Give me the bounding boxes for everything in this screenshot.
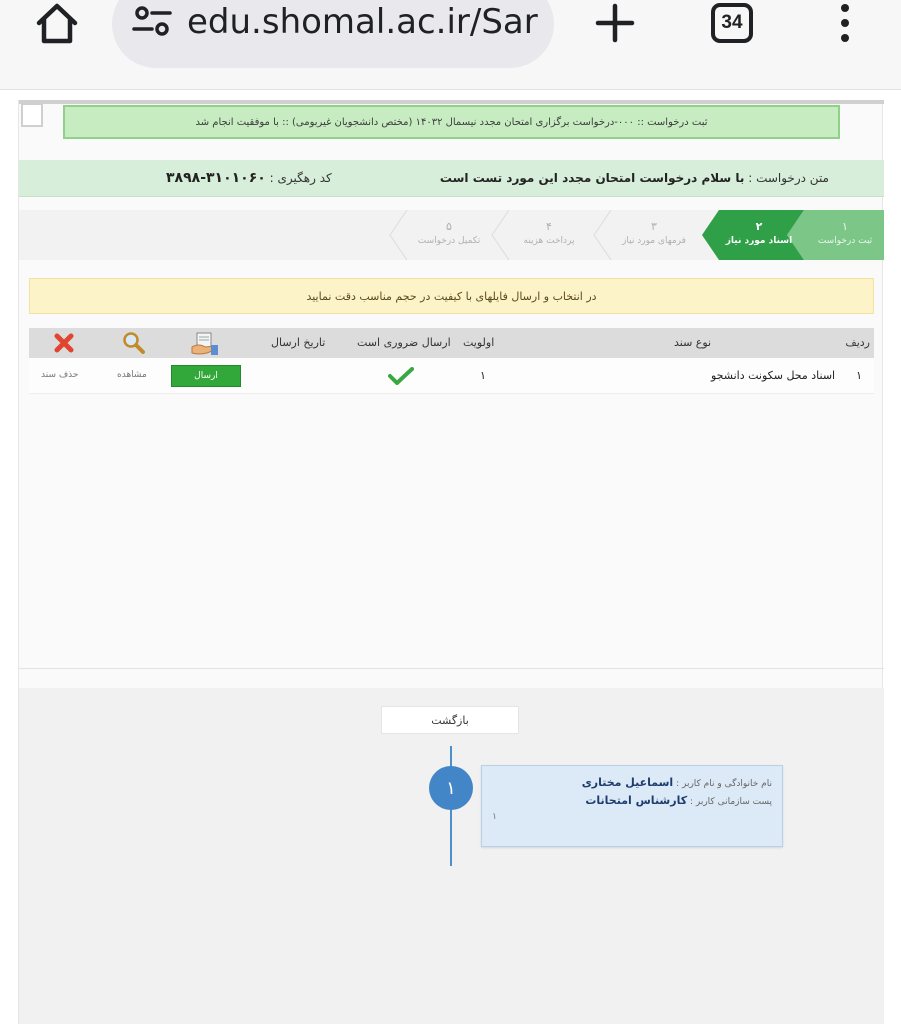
tracking-code: کد رهگیری : ۳۱۰۱۰۶۰-۳۸۹۸ bbox=[166, 170, 332, 186]
header-required: ارسال ضروری است bbox=[357, 336, 451, 349]
header-row: ردیف bbox=[845, 336, 870, 349]
table-row bbox=[29, 358, 874, 394]
check-icon bbox=[388, 367, 414, 385]
step-2[interactable]: ۲ اسناد مورد نیاز bbox=[725, 220, 793, 246]
content-divider bbox=[19, 668, 884, 669]
documents-table bbox=[29, 328, 874, 394]
home-icon bbox=[34, 1, 80, 45]
step-4[interactable]: ۴ پرداخت هزینه bbox=[523, 220, 575, 246]
url-text[interactable]: edu.shomal.ac.ir/Sar bbox=[187, 2, 538, 42]
step-5[interactable]: ۵ تکمیل درخواست bbox=[417, 220, 481, 246]
browser-toolbar bbox=[0, 0, 901, 90]
timeline-user-post: پست سازمانی کاربر : کارشناس امتحانات bbox=[585, 794, 772, 807]
tab-switcher-button[interactable] bbox=[711, 3, 753, 43]
table-header bbox=[29, 328, 874, 358]
search-icon bbox=[121, 331, 147, 355]
plus-icon bbox=[595, 3, 635, 43]
timeline-user-name: نام خانوادگی و نام کاربر : اسماعیل مختاری bbox=[581, 776, 772, 789]
request-text: متن درخواست : با سلام درخواست امتحان مجدد این مورد تست است bbox=[439, 171, 829, 185]
cell-priority: ۱ bbox=[480, 369, 486, 382]
step-3[interactable]: ۳ فرمهای مورد نیاز bbox=[622, 220, 686, 246]
delete-icon bbox=[53, 332, 75, 354]
page-container bbox=[18, 100, 883, 1024]
address-bar[interactable] bbox=[112, 0, 554, 68]
site-settings-icon[interactable] bbox=[132, 4, 172, 38]
corner-checkbox[interactable] bbox=[21, 103, 43, 127]
notice-banner: در انتخاب و ارسال فایلهای با کیفیت در حجم مناسب دقت نمایید bbox=[29, 278, 874, 314]
send-button[interactable]: ارسال bbox=[171, 365, 241, 387]
wizard-steps bbox=[19, 210, 884, 260]
more-vert-icon[interactable] bbox=[830, 0, 860, 46]
top-strip bbox=[19, 100, 884, 104]
view-link[interactable]: مشاهده bbox=[117, 370, 147, 380]
timeline-step-marker: ۱ bbox=[429, 766, 473, 810]
header-priority: اولویت bbox=[463, 336, 495, 349]
home-button[interactable] bbox=[30, 0, 84, 46]
back-button[interactable]: بازگشت bbox=[381, 706, 519, 734]
new-tab-button[interactable] bbox=[590, 0, 640, 46]
timeline-note: ۱ bbox=[492, 812, 497, 822]
upload-document-icon bbox=[189, 331, 221, 357]
cell-row: ۱ bbox=[856, 369, 862, 382]
request-info-bar bbox=[19, 160, 884, 197]
tab-count: 34 bbox=[721, 12, 743, 33]
cell-doc-type: اسناد محل سکونت دانشجو bbox=[711, 369, 836, 382]
header-send-date: تاریخ ارسال bbox=[271, 336, 326, 349]
success-message: ثبت درخواست :: ۰۰۰-درخواست برگزاری امتحان مجدد نیسمال ۱۴۰۳۲ (مختص دانشجویان غیربومی) :: با موفقیت انجام شد bbox=[63, 105, 840, 139]
header-doc-type: نوع سند bbox=[674, 336, 712, 349]
timeline-card bbox=[481, 765, 783, 847]
delete-document-link[interactable]: حذف سند bbox=[41, 370, 79, 380]
step-1[interactable]: ۱ ثبت درخواست bbox=[817, 220, 873, 246]
